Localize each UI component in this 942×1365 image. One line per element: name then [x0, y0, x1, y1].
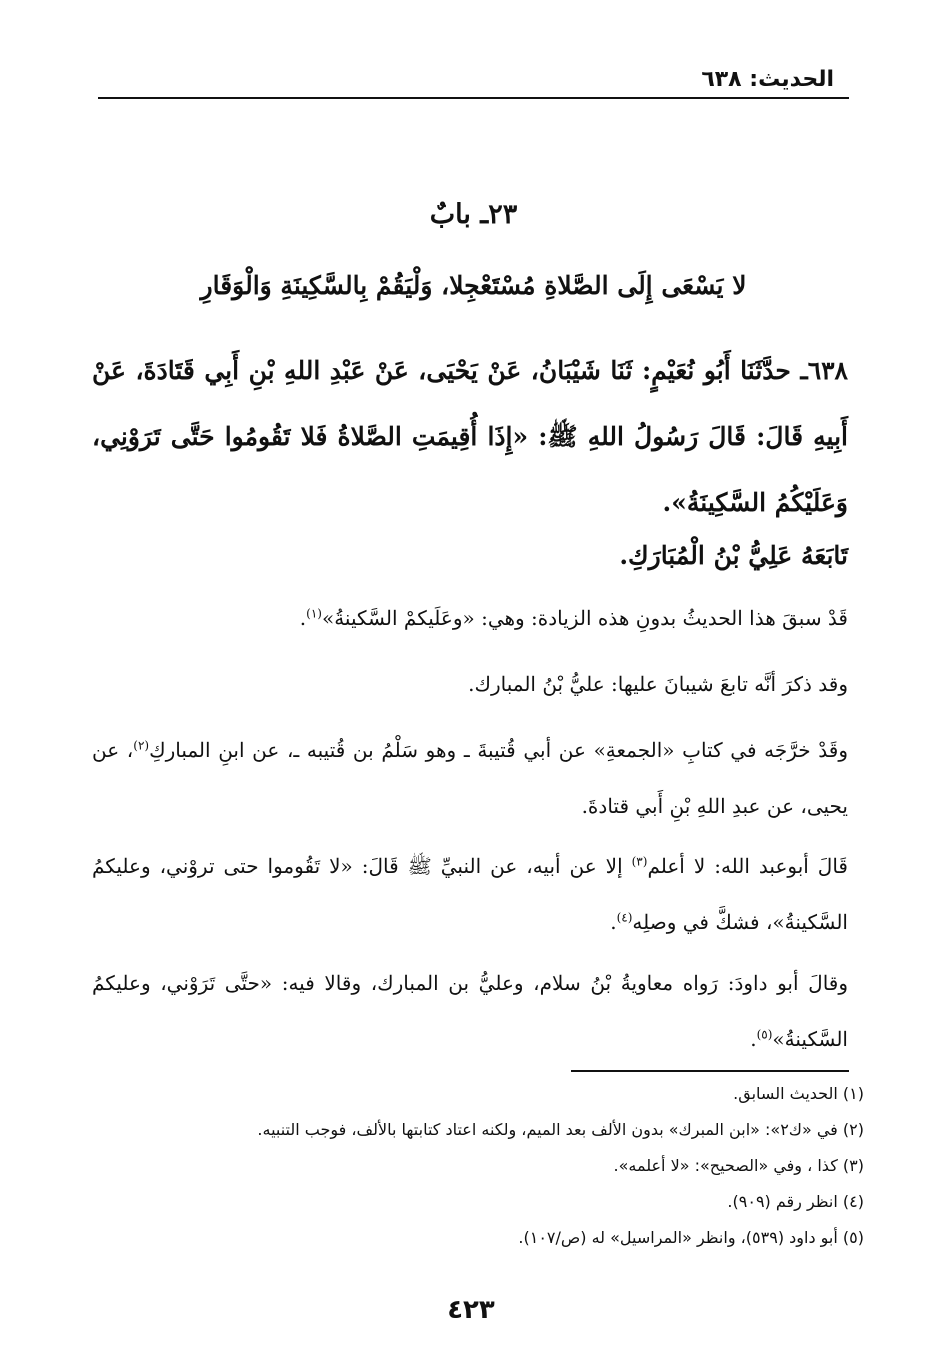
- footnote-ref-2: (٢): [133, 738, 150, 753]
- commentary-paragraph-5: [92, 955, 848, 1067]
- footnote-ref-3: (٣): [631, 854, 648, 869]
- footnote-5: (٥) أبو داود (٥٣٩)، وانظر «المراسيل» له (ص/١٠٧).: [518, 1228, 864, 1247]
- footnote-2: (٢) في «ك٢»: «ابن المبرك» بدون الألف بعد الميم، ولكنه اعتاد كتابتها بالألف، فوجب التنبيه.: [257, 1120, 864, 1139]
- commentary-text: وقد ذكرَ أنَّه تابعَ شيبانَ عليها: عليُّ بْنُ المبارك.: [468, 672, 848, 696]
- chapter-subtitle: لا يَسْعَى إِلَى الصَّلاةِ مُسْتَعْجِلا، وَلْيَقُمْ بِالسَّكِينَةِ وَالْوَقَارِ: [200, 271, 747, 300]
- hadith-follow-note: تَابَعَهُ عَلِيُّ بْنُ الْمُبَارَكِ.: [619, 541, 848, 570]
- commentary-paragraph-3: [92, 722, 848, 834]
- footnote-ref-4: (٤): [616, 910, 633, 925]
- hadith-text: ٦٣٨ـ حدَّثَنَا أَبُو نُعَيْمٍ: ثَنَا شَيْبَانُ، عَنْ يَحْيَى، عَنْ عَبْدِ اللهِ بْنِ أَبِي قَتَادَةَ، عَنْ أَبِيهِ قَالَ: قَالَ رَسُولُ اللهِ ﷺ: «إِذَا أُقِيمَتِ الصَّلاةُ فَلا تَقُومُوا حَتَّى تَرَوْنِي، وَعَلَيْكُمُ السَّكِينَةُ».: [92, 356, 848, 517]
- commentary-text: ، عن يحيى، عن عبدِ اللهِ بْنِ أَبي قتادةَ.: [92, 738, 848, 818]
- commentary-end: .: [299, 606, 307, 630]
- footnotes: [90, 1076, 864, 1256]
- commentary-paragraph-2: [92, 656, 848, 712]
- chapter-title: ٢٣ـ بابٌ: [429, 199, 518, 230]
- footnote-ref-5: (٥): [756, 1027, 773, 1042]
- footnote-3: (٣) كذا ، وفي «الصحيح»: «لا أعلمه».: [613, 1156, 864, 1175]
- running-header: الحديث: ٦٣٨: [701, 67, 834, 92]
- footnote-1: (١) الحديث السابق.: [733, 1084, 864, 1103]
- commentary-text: قَالَ أبوعبد الله: لا أعلم: [647, 854, 848, 878]
- commentary-text: وقالَ أبو داودَ: رَواه معاويةُ بْنُ سلام، وعليُّ بن المبارك، وقالا فيه: «حتَّى تَرَوْني، وعليكمُ السَّكينةُ»: [92, 971, 848, 1051]
- commentary-end: .: [750, 1027, 757, 1051]
- commentary-text: قَدْ سبقَ هذا الحديثُ بدونِ هذه الزيادة: وهي: «وعَلَيكمْ السَّكينةُ»: [321, 606, 848, 630]
- footnote-4: (٤) انظر رقم (٩٠٩).: [727, 1192, 864, 1211]
- commentary-paragraph-1: [92, 590, 848, 646]
- commentary-paragraph-4: [92, 838, 848, 950]
- footnote-ref-1: (١): [306, 606, 322, 621]
- header-rule: [98, 97, 849, 99]
- footnote-separator: [571, 1070, 849, 1072]
- commentary-text: وقَدْ خرَّجَه في كتابِ «الجمعةِ» عن أبي قُتيبةَ ـ وهو سَلْمُ بن قُتيبه ـ، عن ابنِ المباركِ: [149, 738, 848, 762]
- page-number: ٤٢٣: [447, 1295, 495, 1325]
- commentary-text: إلا عن أبيه، عن النبيِّ ﷺ قَالَ: «لا تَقُوموا حتى تروْني، وعليكمُ السَّكينةُ»، فشكَّ في وصلِه: [92, 854, 848, 934]
- commentary-end: .: [610, 910, 617, 934]
